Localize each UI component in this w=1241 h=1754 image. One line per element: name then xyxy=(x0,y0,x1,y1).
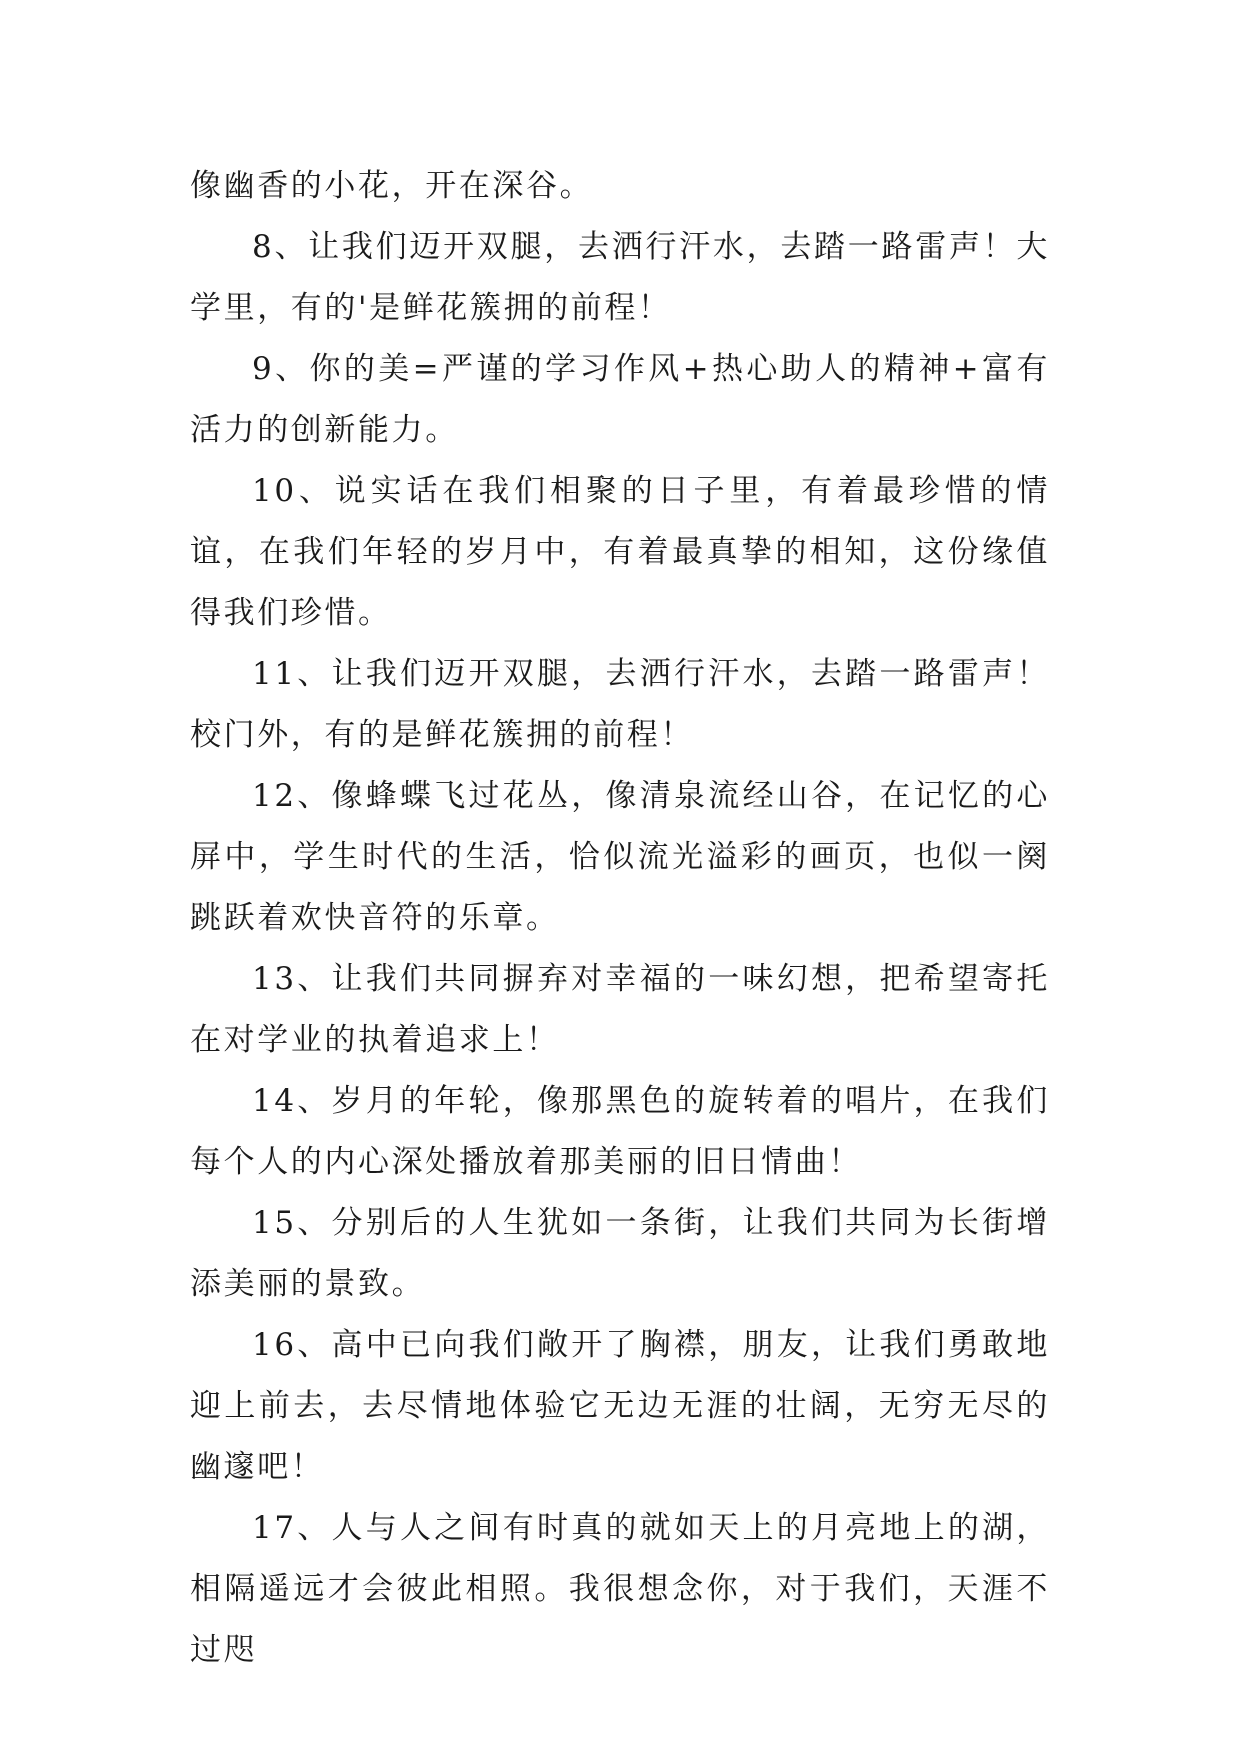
paragraph-item-17: 17、人与人之间有时真的就如天上的月亮地上的湖，相隔遥远才会彼此相照。我很想念你，对于我们，天涯不过咫 xyxy=(190,1510,1050,1668)
paragraph-item-10: 10、说实话在我们相聚的日子里，有着最珍惜的情谊，在我们年轻的岁月中，有着最真挚的相知，这份缘值得我们珍惜。 xyxy=(190,473,1050,631)
paragraph-item-11: 11、让我们迈开双腿，去洒行汗水，去踏一路雷声！校门外，有的是鲜花簇拥的前程！ xyxy=(190,656,1050,753)
paragraph-item-13: 13、让我们共同摒弃对幸福的一味幻想，把希望寄托在对学业的执着追求上！ xyxy=(190,961,1050,1058)
paragraph-item-8: 8、让我们迈开双腿，去洒行汗水，去踏一路雷声！大学里，有的'是鲜花簇拥的前程！ xyxy=(190,229,1050,326)
paragraph-continuation: 像幽香的小花，开在深谷。 xyxy=(190,168,594,204)
document-body xyxy=(190,156,1050,1681)
paragraph-item-15: 15、分别后的人生犹如一条街，让我们共同为长街增添美丽的景致。 xyxy=(190,1205,1050,1302)
paragraph-item-12: 12、像蜂蝶飞过花丛，像清泉流经山谷，在记忆的心屏中，学生时代的生活，恰似流光溢彩的画页，也似一阕跳跃着欢快音符的乐章。 xyxy=(190,778,1050,936)
paragraph-item-16: 16、高中已向我们敞开了胸襟，朋友，让我们勇敢地迎上前去，去尽情地体验它无边无涯的壮阔，无穷无尽的幽邃吧！ xyxy=(190,1327,1050,1485)
paragraph-item-9: 9、你的美=严谨的学习作风+热心助人的精神+富有活力的创新能力。 xyxy=(190,351,1050,448)
paragraph-item-14: 14、岁月的年轮，像那黑色的旋转着的唱片，在我们每个人的内心深处播放着那美丽的旧日情曲！ xyxy=(190,1083,1050,1180)
